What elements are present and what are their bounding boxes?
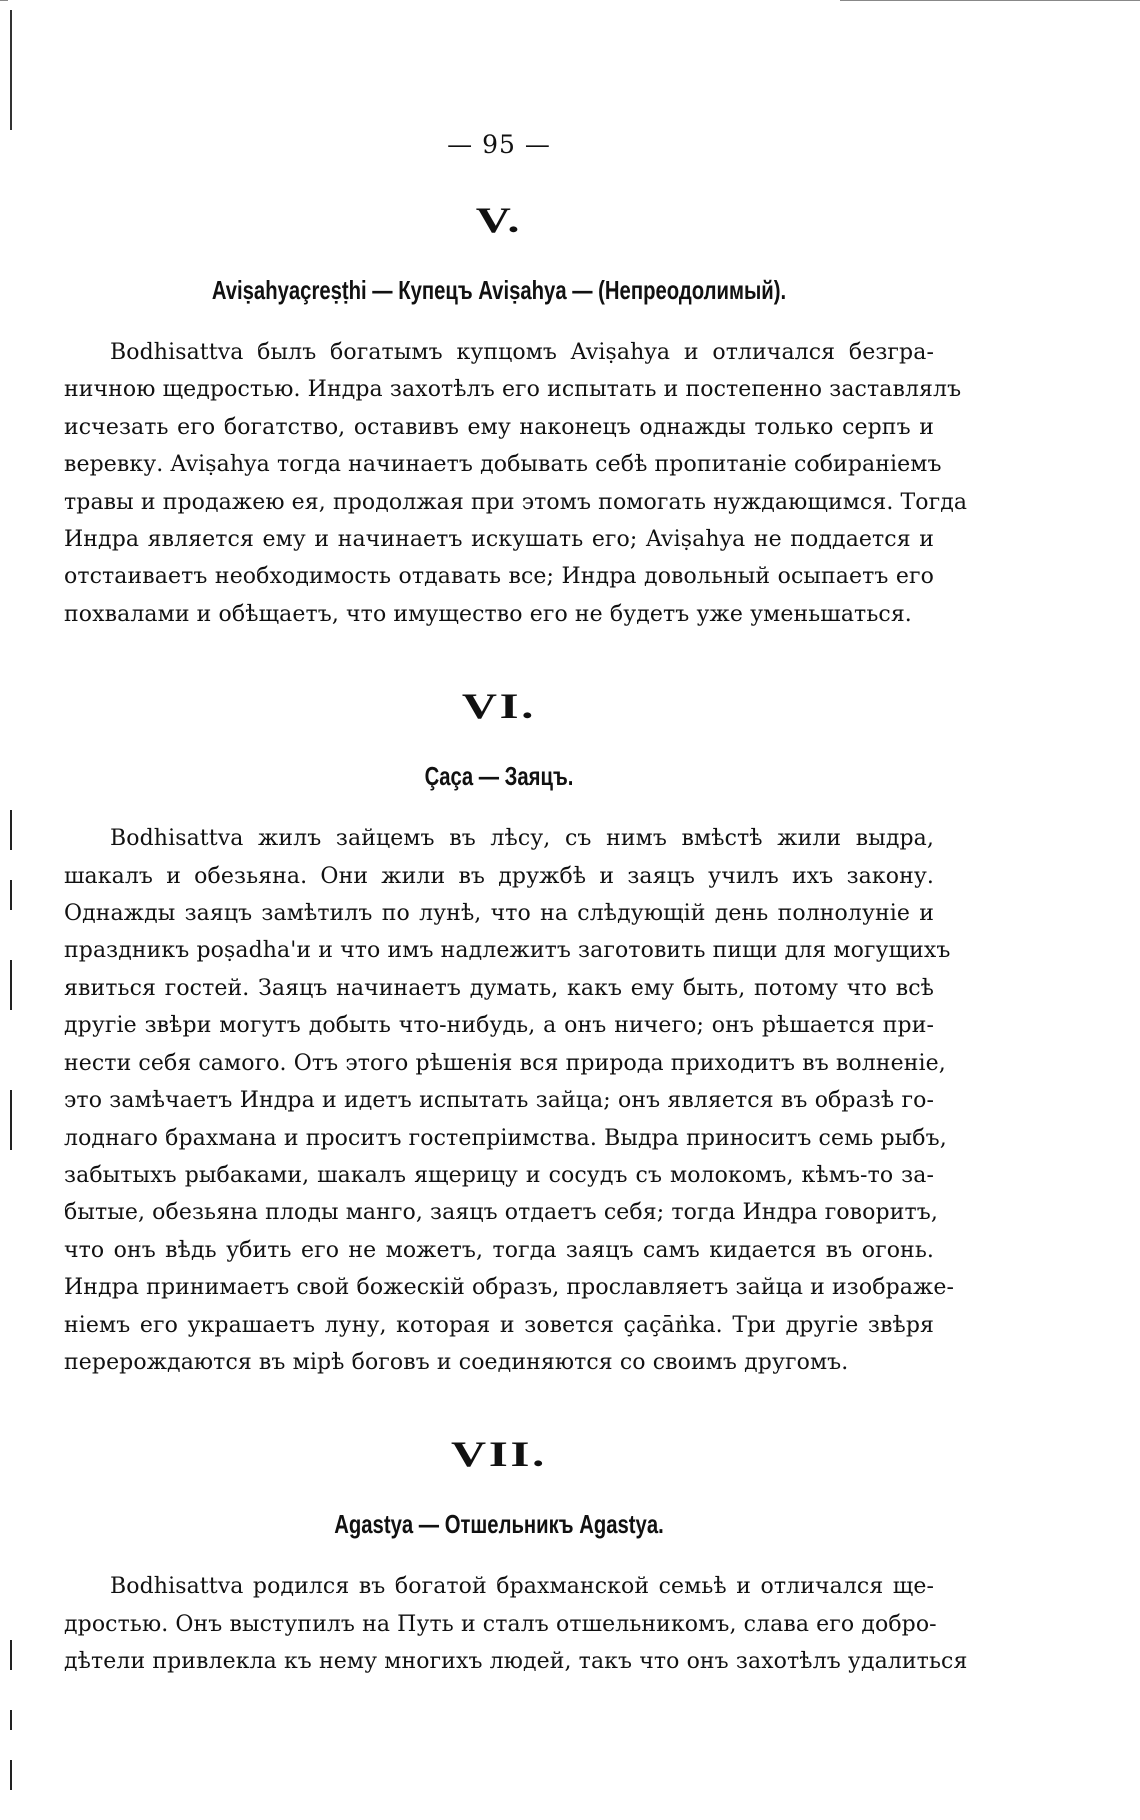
scan-edge-line xyxy=(10,880,12,910)
text-line: ничною щедростью. Индра захотѣлъ его испытать и постепенно заставлялъ xyxy=(64,377,962,403)
section-numeral: VII. xyxy=(451,1434,547,1475)
text-line: Индра является ему и начинаетъ искушать его; Aviṣahya не поддается и xyxy=(64,527,934,553)
section-vii xyxy=(64,1433,968,1680)
text-line: забытыхъ рыбаками, шакалъ ящерицу и сосудъ съ молокомъ, кѣмъ-то за- xyxy=(64,1162,934,1188)
text-line: травы и продажею ея, продолжая при этомъ помогать нуждающимся. Тогда xyxy=(64,489,968,515)
text-line: лоднаго брахмана и проситъ гостепріимства. Выдра приноситъ семь рыбъ, xyxy=(64,1125,947,1151)
text-line: это замѣчаетъ Индра и идетъ испытать зайца; онъ является въ образѣ го- xyxy=(64,1088,934,1114)
text-line: Индра принимаетъ свой божескій образъ, прославляетъ зайца и изображе- xyxy=(64,1275,954,1301)
scan-edge-mark xyxy=(840,0,1140,1)
section-vi xyxy=(64,685,954,1381)
section-title: Çaça — Заяцъ. xyxy=(424,761,574,792)
text-line: Однажды заяцъ замѣтилъ по лунѣ, что на слѣдующій день полнолуніе и xyxy=(64,901,934,927)
scan-edge-line xyxy=(10,1640,12,1670)
text-line: нести себя самого. Отъ этого рѣшенія вся природа приходитъ въ волненіе, xyxy=(64,1050,946,1076)
text-line: ніемъ его украшаетъ луну, которая и зовется çaçāṅka. Три другіе звѣря xyxy=(64,1312,934,1338)
text-line: что онъ вѣдь убить его не можетъ, тогда заяцъ самъ кидается въ огонь. xyxy=(64,1237,934,1263)
section-title: Aviṣahyaçreṣṭhi — Купецъ Aviṣahya — (Непреодолимый). xyxy=(211,275,787,305)
scan-edge-line xyxy=(10,1760,12,1790)
text-line: дростью. Онъ выступилъ на Путь и сталъ отшельникомъ, слава его добро- xyxy=(64,1611,937,1637)
text-line: явиться гостей. Заяцъ начинаетъ думать, какъ ему быть, потому что всѣ xyxy=(64,975,934,1001)
text-line: бытые, обезьяна плоды манго, заяцъ отдаетъ себя; тогда Индра говоритъ, xyxy=(64,1200,938,1226)
scan-edge-mark xyxy=(0,0,8,1)
section-title: Agastya — Отшельникъ Agastya. xyxy=(334,1509,664,1540)
scan-edge-line xyxy=(10,960,12,1010)
scan-edge-line xyxy=(10,1090,12,1150)
section-paragraph xyxy=(64,1568,968,1680)
scan-edge-line xyxy=(10,810,12,850)
text-line: другіе звѣри могутъ добыть что-нибудь, а онъ ничего; онъ рѣшается при- xyxy=(64,1013,934,1039)
section-paragraph xyxy=(64,334,968,633)
section-numeral: VI. xyxy=(461,686,537,727)
text-line: Bodhisattva родился въ богатой брахманской семьѣ и отличался ще- xyxy=(110,1574,934,1600)
section-numeral: V. xyxy=(475,200,523,240)
scan-edge-line xyxy=(10,10,12,130)
text-line: исчезать его богатство, оставивъ ему наконецъ однажды только серпъ и xyxy=(64,414,934,440)
section-paragraph xyxy=(64,820,954,1381)
text-line: перерождаются въ мірѣ боговъ и соединяются со своимъ другомъ. xyxy=(64,1349,849,1375)
page-number: — 95 — xyxy=(447,130,551,159)
scan-edge-line xyxy=(10,1710,12,1730)
text-line: праздникъ poṣadha'и и что имъ надлежитъ заготовить пищи для могущихъ xyxy=(64,938,951,964)
text-line: Bodhisattva жилъ зайцемъ въ лѣсу, съ нимъ вмѣстѣ жили выдра, xyxy=(110,826,934,852)
text-line: веревку. Aviṣahya тогда начинаетъ добывать себѣ пропитаніе собираніемъ xyxy=(64,452,942,478)
text-line: отстаиваетъ необходимость отдавать все; Индра довольный осыпаетъ его xyxy=(64,564,934,590)
text-line: дѣтели привлекла къ нему многихъ людей, такъ что онъ захотѣлъ удалиться xyxy=(64,1649,968,1675)
text-line: похвалами и обѣщаетъ, что имущество его не будетъ уже уменьшаться. xyxy=(64,601,912,627)
text-line: шакалъ и обезьяна. Они жили въ дружбѣ и заяцъ училъ ихъ закону. xyxy=(64,863,934,889)
text-line: Bodhisattva былъ богатымъ купцомъ Aviṣahya и отличался безгра- xyxy=(110,340,934,365)
book-page xyxy=(64,120,968,1733)
section-v xyxy=(64,199,968,633)
